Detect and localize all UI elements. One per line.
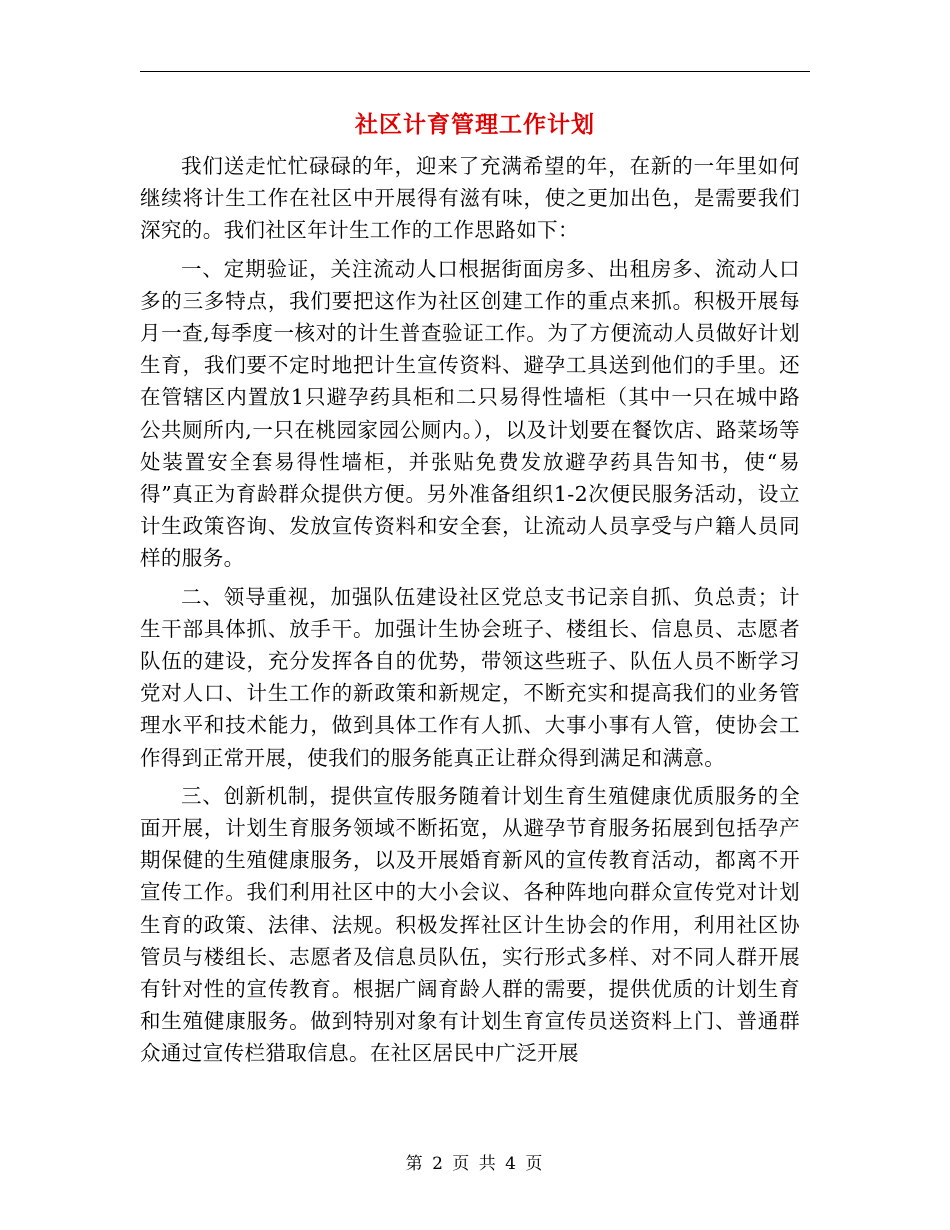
header-rule <box>140 71 810 72</box>
paragraph-intro: 我们送走忙忙碌碌的年，迎来了充满希望的年，在新的一年里如何继续将计生工作在社区中开展得有滋有味，使之更加出色，是需要我们深究的。我们社区年计生工作的工作思路如下： <box>140 154 800 243</box>
paragraph-section-1: 一、定期验证，关注流动人口根据街面房多、出租房多、流动人口多的三多特点，我们要把这作为社区创建工作的重点来抓。积极开展每月一查,每季度一核对的计生普查验证工作。为了方便流动人员做好计划生育，我们要不定时地把计生宣传资料、避孕工具送到他们的手里。还在管辖区内置放1只避孕药具柜和二只易得性墙柜（其中一只在城中路公共厕所内,一只在桃园家园公厕内。），以及计划要在餐饮店、路菜场等处装置安全套易得性墙柜，并张贴免费发放避孕药具告知书，使“易得”真正为育龄群众提供方便。另外准备组织1-2次便民服务活动，设立计生政策咨询、发放宣传资料和安全套，让流动人员享受与户籍人员同样的服务。 <box>140 256 800 571</box>
document-body <box>140 150 800 1070</box>
paragraph-section-3: 三、创新机制，提供宣传服务随着计划生育生殖健康优质服务的全面开展，计划生育服务领域不断拓宽，从避孕节育服务拓展到包括孕产期保健的生殖健康服务，以及开展婚育新风的宣传教育活动，都离不开宣传工作。我们利用社区中的大小会议、各种阵地向群众宣传党对计划生育的政策、法律、法规。积极发挥社区计生协会的作用，利用社区协管员与楼组长、志愿者及信息员队伍，实行形式多样、对不同人群开展有针对性的宣传教育。根据广阔育龄人群的需要，提供优质的计划生育和生殖健康服务。做到特别对象有计划生育宣传员送资料上门、普通群众通过宣传栏猎取信息。在社区居民中广泛开展 <box>140 783 800 1066</box>
page-number-footer: 第 2 页 共 4 页 <box>405 1154 545 1174</box>
document-title: 社区计育管理工作计划 <box>355 111 595 138</box>
paragraph-section-2: 二、领导重视，加强队伍建设社区党总支书记亲自抓、负总责；计生干部具体抓、放手干。加强计生协会班子、楼组长、信息员、志愿者队伍的建设，充分发挥各自的优势，带领这些班子、队伍人员不断学习党对人口、计生工作的新政策和新规定，不断充实和提高我们的业务管理水平和技术能力，做到具体工作有人抓、大事小事有人管，使协会工作得到正常开展，使我们的服务能真正让群众得到满足和满意。 <box>140 584 800 770</box>
